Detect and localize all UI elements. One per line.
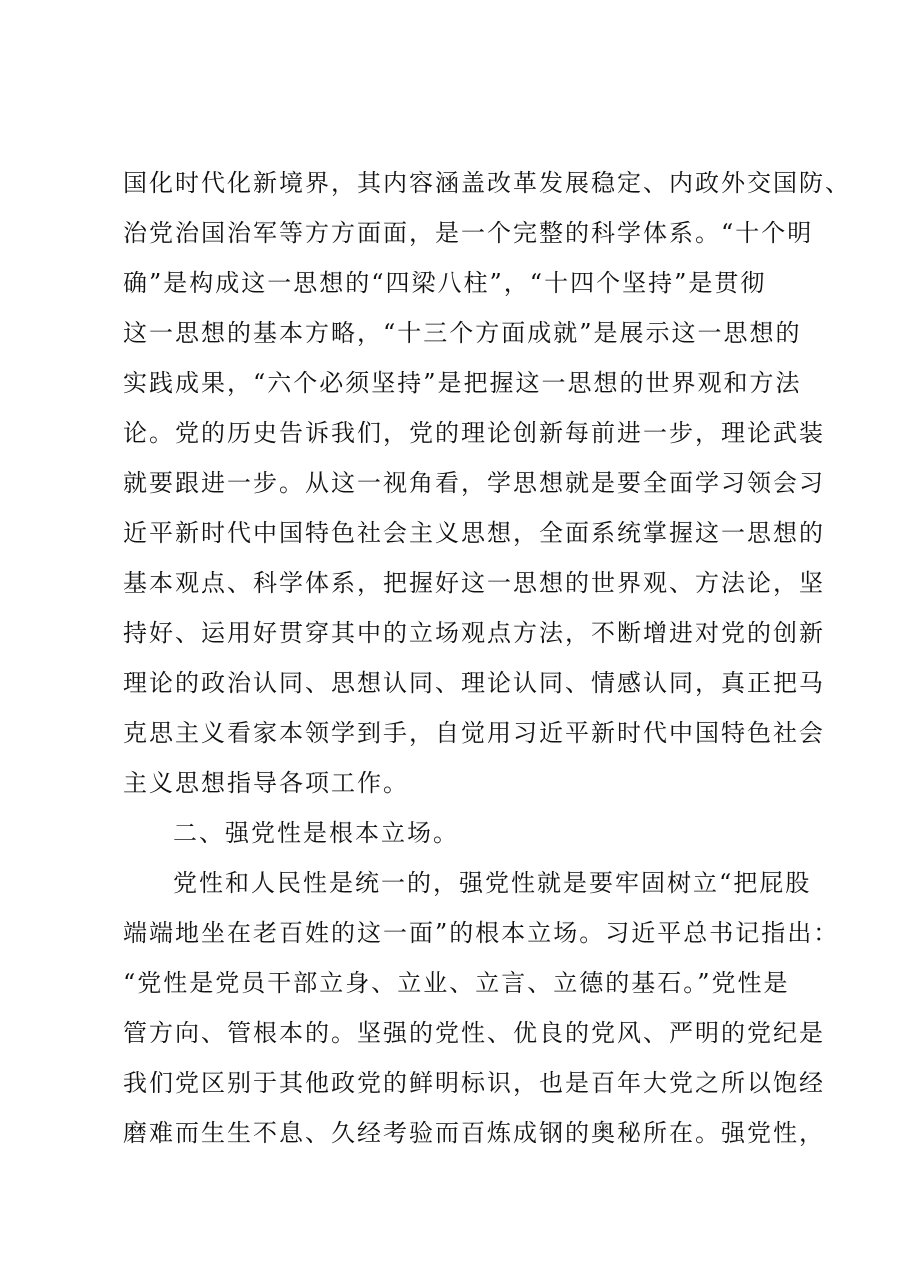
text-line: 论。党的历史告诉我们，党的理论创新每前进一步，理论武装	[123, 419, 825, 447]
text-line: 近平新时代中国特色社会主义思想，全面系统掌握这一思想的	[123, 519, 825, 547]
text-line: 治党治国治军等方方面面，是一个完整的科学体系。“十个明	[123, 219, 814, 247]
text-line: 理论的政治认同、思想认同、理论认同、情感认同，真正把马	[123, 669, 825, 697]
text-line: 主义思想指导各项工作。	[123, 769, 409, 797]
text-line: 党性和人民性是统一的，强党性就是要牢固树立“把屁股	[173, 869, 812, 897]
text-line: 基本观点、科学体系，把握好这一思想的世界观、方法论，坚	[123, 569, 825, 597]
text-line: 我们党区别于其他政党的鲜明标识，也是百年大党之所以饱经	[123, 1069, 825, 1097]
text-line: 克思主义看家本领学到手，自觉用习近平新时代中国特色社会	[123, 719, 825, 747]
text-line: 端端地坐在老百姓的这一面”的根本立场。习近平总书记指出：	[123, 919, 840, 947]
text-line: 这一思想的基本方略，“十三个方面成就”是展示这一思想的	[123, 319, 802, 347]
text-line: 磨难而生生不息、久经考验而百炼成钢的奥秘所在。强党性，	[123, 1119, 825, 1147]
text-line: 管方向、管根本的。坚强的党性、优良的党风、严明的党纪是	[123, 1019, 825, 1047]
text-line: 国化时代化新境界，其内容涵盖改革发展稳定、内政外交国防、	[123, 169, 851, 197]
text-line: 持好、运用好贯穿其中的立场观点方法，不断增进对党的创新	[123, 619, 825, 647]
text-line: 就要跟进一步。从这一视角看，学思想就是要全面学习领会习	[123, 469, 825, 497]
text-line: 实践成果，“六个必须坚持”是把握这一思想的世界观和方法	[123, 369, 802, 397]
text-line: “党性是党员干部立身、立业、立言、立德的基石。”党性是	[123, 969, 790, 997]
section-heading: 二、强党性是根本立场。	[173, 819, 459, 847]
text-line: 确”是构成这一思想的“四梁八柱”，“十四个坚持”是贯彻	[123, 269, 767, 297]
